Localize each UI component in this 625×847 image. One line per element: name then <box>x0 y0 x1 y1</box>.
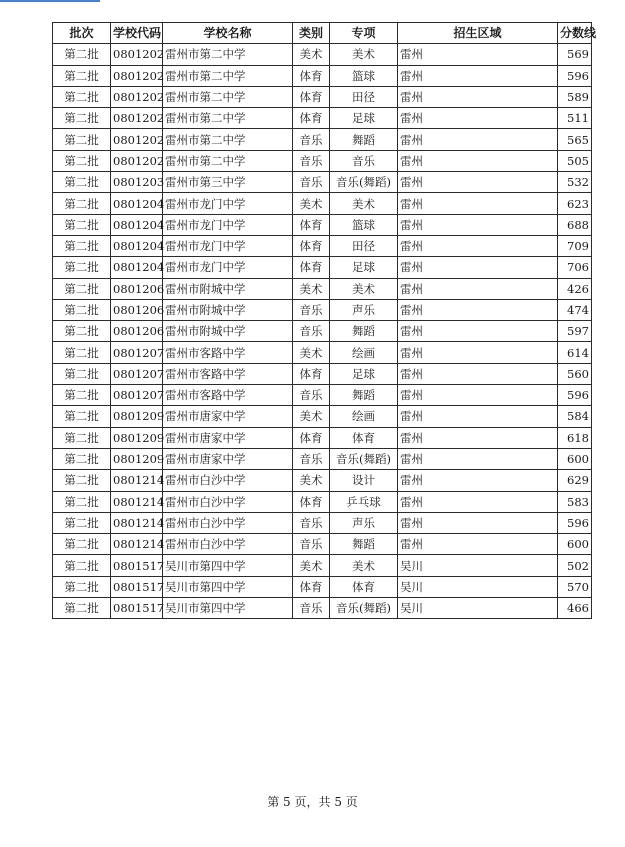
cell-category: 体育 <box>293 65 330 86</box>
cell-school-code: 0801202 <box>111 86 163 107</box>
table-row <box>53 512 592 533</box>
table-row <box>53 470 592 491</box>
table-row <box>53 406 592 427</box>
cell-score: 560 <box>558 363 592 384</box>
table-row <box>53 44 592 65</box>
cell-specialty: 声乐 <box>330 299 398 320</box>
cell-score: 466 <box>558 598 592 619</box>
cell-category: 音乐 <box>293 385 330 406</box>
cell-category: 音乐 <box>293 534 330 555</box>
cell-school-name: 雷州市龙门中学 <box>163 257 293 278</box>
cell-score: 565 <box>558 129 592 150</box>
cell-school-code: 0801207 <box>111 342 163 363</box>
cell-school-name: 雷州市客路中学 <box>163 385 293 406</box>
cell-batch: 第二批 <box>53 576 111 597</box>
cell-specialty: 田径 <box>330 235 398 256</box>
cell-school-name: 雷州市白沙中学 <box>163 470 293 491</box>
cell-school-name: 雷州市附城中学 <box>163 321 293 342</box>
cell-batch: 第二批 <box>53 534 111 555</box>
table-row <box>53 555 592 576</box>
header-score-line: 分数线 <box>558 23 592 44</box>
cell-category: 体育 <box>293 427 330 448</box>
table-row <box>53 448 592 469</box>
cell-school-name: 雷州市唐家中学 <box>163 427 293 448</box>
cell-score: 584 <box>558 406 592 427</box>
cell-specialty: 田径 <box>330 86 398 107</box>
cell-category: 体育 <box>293 363 330 384</box>
scan-mark-line <box>0 0 100 2</box>
cell-school-code: 0801517 <box>111 598 163 619</box>
cell-score: 426 <box>558 278 592 299</box>
cell-batch: 第二批 <box>53 321 111 342</box>
cell-specialty: 篮球 <box>330 214 398 235</box>
cell-region: 吴川 <box>398 555 558 576</box>
cell-specialty: 足球 <box>330 257 398 278</box>
cell-school-code: 0801517 <box>111 576 163 597</box>
cell-score: 596 <box>558 65 592 86</box>
cell-region: 雷州 <box>398 448 558 469</box>
cell-specialty: 足球 <box>330 108 398 129</box>
header-school-code: 学校代码 <box>111 23 163 44</box>
header-school-name: 学校名称 <box>163 23 293 44</box>
cell-school-name: 雷州市第二中学 <box>163 129 293 150</box>
cell-score: 532 <box>558 172 592 193</box>
cell-specialty: 美术 <box>330 555 398 576</box>
cell-category: 音乐 <box>293 321 330 342</box>
cell-school-name: 雷州市龙门中学 <box>163 235 293 256</box>
cell-batch: 第二批 <box>53 470 111 491</box>
cell-school-name: 雷州市龙门中学 <box>163 193 293 214</box>
cell-school-code: 0801206 <box>111 321 163 342</box>
cell-score: 600 <box>558 534 592 555</box>
cell-specialty: 舞蹈 <box>330 129 398 150</box>
cell-school-name: 雷州市第三中学 <box>163 172 293 193</box>
cell-region: 雷州 <box>398 257 558 278</box>
cell-region: 雷州 <box>398 235 558 256</box>
cell-category: 美术 <box>293 470 330 491</box>
cell-region: 雷州 <box>398 470 558 491</box>
cell-score: 600 <box>558 448 592 469</box>
cell-specialty: 舞蹈 <box>330 385 398 406</box>
admission-score-table <box>52 22 597 619</box>
cell-school-name: 雷州市唐家中学 <box>163 448 293 469</box>
cell-region: 吴川 <box>398 598 558 619</box>
cell-school-name: 雷州市白沙中学 <box>163 491 293 512</box>
cell-school-code: 0801204 <box>111 235 163 256</box>
cell-score: 502 <box>558 555 592 576</box>
cell-batch: 第二批 <box>53 150 111 171</box>
cell-batch: 第二批 <box>53 193 111 214</box>
cell-region: 雷州 <box>398 321 558 342</box>
cell-school-code: 0801202 <box>111 150 163 171</box>
cell-batch: 第二批 <box>53 44 111 65</box>
cell-batch: 第二批 <box>53 448 111 469</box>
cell-specialty: 体育 <box>330 427 398 448</box>
cell-school-code: 0801214 <box>111 534 163 555</box>
cell-score: 629 <box>558 470 592 491</box>
cell-region: 吴川 <box>398 576 558 597</box>
cell-region: 雷州 <box>398 44 558 65</box>
cell-school-code: 0801203 <box>111 172 163 193</box>
cell-specialty: 声乐 <box>330 512 398 533</box>
cell-region: 雷州 <box>398 150 558 171</box>
page-footer: 第 5 页，共 5 页 <box>267 795 358 809</box>
cell-region: 雷州 <box>398 86 558 107</box>
cell-batch: 第二批 <box>53 385 111 406</box>
cell-batch: 第二批 <box>53 86 111 107</box>
table-row <box>53 363 592 384</box>
table-row <box>53 235 592 256</box>
cell-region: 雷州 <box>398 65 558 86</box>
cell-batch: 第二批 <box>53 555 111 576</box>
table-row <box>53 598 592 619</box>
cell-region: 雷州 <box>398 342 558 363</box>
cell-school-name: 吴川市第四中学 <box>163 598 293 619</box>
table-row <box>53 427 592 448</box>
cell-specialty: 舞蹈 <box>330 534 398 555</box>
cell-school-name: 雷州市第二中学 <box>163 108 293 129</box>
cell-score: 511 <box>558 108 592 129</box>
cell-category: 美术 <box>293 555 330 576</box>
cell-region: 雷州 <box>398 129 558 150</box>
table-row <box>53 214 592 235</box>
cell-batch: 第二批 <box>53 129 111 150</box>
table-row <box>53 129 592 150</box>
cell-specialty: 设计 <box>330 470 398 491</box>
cell-region: 雷州 <box>398 406 558 427</box>
cell-batch: 第二批 <box>53 491 111 512</box>
cell-category: 体育 <box>293 257 330 278</box>
cell-school-code: 0801202 <box>111 129 163 150</box>
cell-category: 体育 <box>293 86 330 107</box>
cell-region: 雷州 <box>398 214 558 235</box>
cell-school-name: 雷州市第二中学 <box>163 44 293 65</box>
cell-school-code: 0801202 <box>111 65 163 86</box>
cell-category: 美术 <box>293 406 330 427</box>
cell-score: 618 <box>558 427 592 448</box>
cell-score: 596 <box>558 512 592 533</box>
header-batch: 批次 <box>53 23 111 44</box>
cell-specialty: 体育 <box>330 576 398 597</box>
cell-school-name: 雷州市客路中学 <box>163 363 293 384</box>
cell-category: 音乐 <box>293 512 330 533</box>
table-body <box>53 44 592 619</box>
cell-school-code: 0801202 <box>111 108 163 129</box>
cell-school-code: 0801209 <box>111 427 163 448</box>
cell-score: 706 <box>558 257 592 278</box>
cell-score: 597 <box>558 321 592 342</box>
cell-batch: 第二批 <box>53 257 111 278</box>
cell-region: 雷州 <box>398 193 558 214</box>
table-header-row <box>53 23 592 44</box>
cell-specialty: 篮球 <box>330 65 398 86</box>
table-row <box>53 150 592 171</box>
cell-school-code: 0801214 <box>111 470 163 491</box>
cell-batch: 第二批 <box>53 172 111 193</box>
cell-score: 589 <box>558 86 592 107</box>
cell-score: 614 <box>558 342 592 363</box>
header-specialty: 专项 <box>330 23 398 44</box>
cell-category: 体育 <box>293 214 330 235</box>
table-row <box>53 86 592 107</box>
cell-school-code: 0801517 <box>111 555 163 576</box>
cell-category: 体育 <box>293 108 330 129</box>
cell-school-code: 0801214 <box>111 512 163 533</box>
cell-region: 雷州 <box>398 299 558 320</box>
cell-category: 音乐 <box>293 299 330 320</box>
cell-category: 体育 <box>293 235 330 256</box>
table-row <box>53 257 592 278</box>
cell-region: 雷州 <box>398 172 558 193</box>
cell-school-name: 吴川市第四中学 <box>163 576 293 597</box>
cell-category: 体育 <box>293 576 330 597</box>
cell-category: 美术 <box>293 44 330 65</box>
cell-school-name: 雷州市第二中学 <box>163 65 293 86</box>
cell-category: 美术 <box>293 193 330 214</box>
cell-score: 596 <box>558 385 592 406</box>
table-row <box>53 342 592 363</box>
table-row <box>53 576 592 597</box>
cell-school-name: 雷州市龙门中学 <box>163 214 293 235</box>
cell-region: 雷州 <box>398 278 558 299</box>
cell-region: 雷州 <box>398 363 558 384</box>
cell-school-code: 0801214 <box>111 491 163 512</box>
cell-batch: 第二批 <box>53 278 111 299</box>
cell-school-name: 雷州市白沙中学 <box>163 534 293 555</box>
cell-specialty: 美术 <box>330 278 398 299</box>
cell-region: 雷州 <box>398 512 558 533</box>
table-row <box>53 193 592 214</box>
cell-school-name: 雷州市附城中学 <box>163 299 293 320</box>
cell-school-code: 0801209 <box>111 406 163 427</box>
cell-specialty: 绘画 <box>330 406 398 427</box>
header-category: 类别 <box>293 23 330 44</box>
cell-region: 雷州 <box>398 427 558 448</box>
cell-school-name: 雷州市唐家中学 <box>163 406 293 427</box>
cell-batch: 第二批 <box>53 406 111 427</box>
cell-batch: 第二批 <box>53 512 111 533</box>
cell-category: 音乐 <box>293 172 330 193</box>
cell-school-name: 雷州市第二中学 <box>163 86 293 107</box>
cell-score: 709 <box>558 235 592 256</box>
cell-specialty: 美术 <box>330 44 398 65</box>
cell-score: 623 <box>558 193 592 214</box>
cell-region: 雷州 <box>398 108 558 129</box>
table-row <box>53 108 592 129</box>
cell-batch: 第二批 <box>53 214 111 235</box>
cell-school-code: 0801206 <box>111 278 163 299</box>
cell-region: 雷州 <box>398 385 558 406</box>
table-row <box>53 491 592 512</box>
cell-score: 505 <box>558 150 592 171</box>
cell-score: 569 <box>558 44 592 65</box>
cell-batch: 第二批 <box>53 427 111 448</box>
cell-category: 音乐 <box>293 129 330 150</box>
cell-category: 音乐 <box>293 598 330 619</box>
cell-batch: 第二批 <box>53 108 111 129</box>
cell-school-name: 雷州市客路中学 <box>163 342 293 363</box>
table-row <box>53 385 592 406</box>
cell-specialty: 足球 <box>330 363 398 384</box>
cell-score: 688 <box>558 214 592 235</box>
cell-score: 583 <box>558 491 592 512</box>
cell-region: 雷州 <box>398 534 558 555</box>
cell-specialty: 音乐(舞蹈) <box>330 172 398 193</box>
header-enrollment-region: 招生区域 <box>398 23 558 44</box>
cell-batch: 第二批 <box>53 299 111 320</box>
cell-specialty: 美术 <box>330 193 398 214</box>
cell-batch: 第二批 <box>53 65 111 86</box>
cell-specialty: 音乐(舞蹈) <box>330 598 398 619</box>
cell-batch: 第二批 <box>53 363 111 384</box>
cell-school-name: 雷州市附城中学 <box>163 278 293 299</box>
table-row <box>53 172 592 193</box>
cell-school-name: 吴川市第四中学 <box>163 555 293 576</box>
cell-batch: 第二批 <box>53 235 111 256</box>
cell-score: 570 <box>558 576 592 597</box>
cell-school-code: 0801204 <box>111 214 163 235</box>
table-row <box>53 299 592 320</box>
cell-specialty: 音乐(舞蹈) <box>330 448 398 469</box>
cell-school-code: 0801206 <box>111 299 163 320</box>
cell-school-code: 0801209 <box>111 448 163 469</box>
cell-school-name: 雷州市第二中学 <box>163 150 293 171</box>
cell-school-code: 0801207 <box>111 385 163 406</box>
cell-score: 474 <box>558 299 592 320</box>
cell-category: 音乐 <box>293 448 330 469</box>
cell-region: 雷州 <box>398 491 558 512</box>
table-row <box>53 278 592 299</box>
cell-specialty: 乒乓球 <box>330 491 398 512</box>
cell-category: 美术 <box>293 342 330 363</box>
cell-category: 音乐 <box>293 150 330 171</box>
cell-category: 体育 <box>293 491 330 512</box>
cell-specialty: 舞蹈 <box>330 321 398 342</box>
table-row <box>53 321 592 342</box>
cell-batch: 第二批 <box>53 598 111 619</box>
cell-category: 美术 <box>293 278 330 299</box>
cell-school-code: 0801204 <box>111 257 163 278</box>
cell-school-name: 雷州市白沙中学 <box>163 512 293 533</box>
cell-specialty: 音乐 <box>330 150 398 171</box>
cell-specialty: 绘画 <box>330 342 398 363</box>
cell-batch: 第二批 <box>53 342 111 363</box>
table-row <box>53 65 592 86</box>
table-row <box>53 534 592 555</box>
cell-school-code: 0801207 <box>111 363 163 384</box>
cell-school-code: 0801202 <box>111 44 163 65</box>
cell-school-code: 0801204 <box>111 193 163 214</box>
